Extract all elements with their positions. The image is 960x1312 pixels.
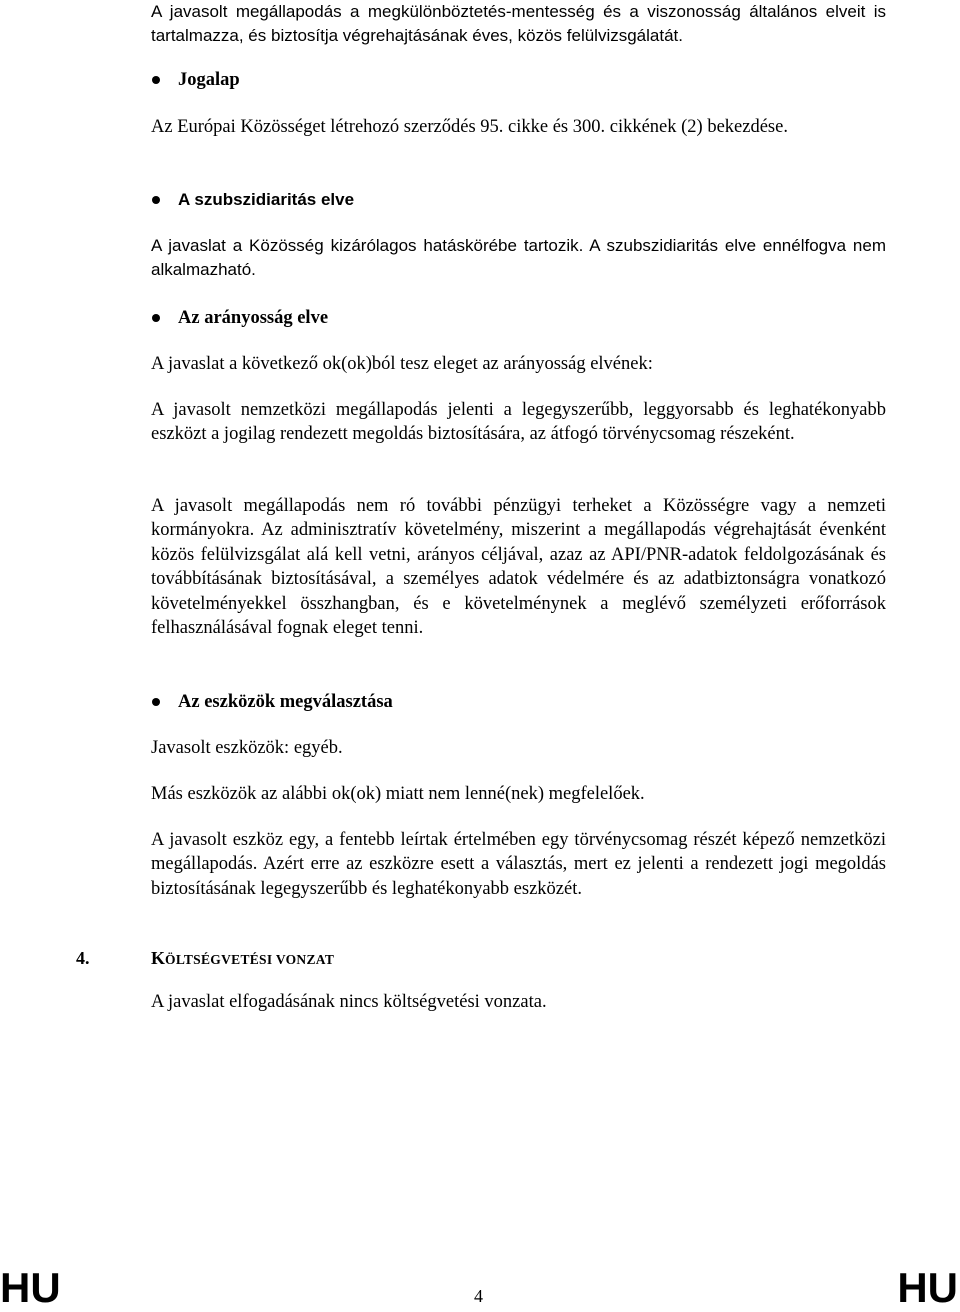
proportionality-paragraph-2: A javasolt nemzetközi megállapodás jelenti a legegyszerűbb, leggyorsabb és leghatékonyabb eszközt a jogilag rendezett megoldás biztosítására, az átfogó törvénycsomag részeként. [151,400,886,445]
intro-paragraph: A javasolt megállapodás a megkülönböztetés-mentesség és a viszonosság általános elveit is tartalmazza, és biztosítja végrehajtásának éves, közös felülvizsgálatát. [151,2,886,46]
instruments-paragraph-3: A javasolt eszköz egy, a fentebb leírtak értelmében egy törvénycsomag részét képező nemzetközi megállapodás. Azért erre az eszközre esett a választás, mert ez jelenti a rendezett jogi megoldás biztosításának legegyszerűbb és leghatékonyabb eszközét. [151,830,886,899]
footer-language-right: HU [897,1264,958,1311]
proportionality-paragraph-1: A javaslat a következő ok(ok)ból tesz eleget az arányosság elvének: [151,354,653,374]
instruments-heading: Az eszközök megválasztása [178,692,393,712]
subsidiarity-text: A javaslat a Közösség kizárólagos hatáskörébe tartozik. A szubszidiaritás elve ennélfogva nem alkalmazható. [151,236,886,280]
section-title [151,946,334,972]
page-number: 4 [474,1286,483,1306]
bullet-icon [152,76,160,84]
section-title-initial: K [151,948,166,968]
subsidiarity-heading: A szubszidiaritás elve [178,190,355,209]
legal-basis-heading: Jogalap [178,70,240,90]
section-number: 4. [76,948,90,968]
section-text: A javaslat elfogadásának nincs költségvetési vonzata. [151,992,547,1012]
footer-language-left: HU [0,1264,61,1311]
legal-basis-text: Az Európai Közösséget létrehozó szerződés 95. cikke és 300. cikkének (2) bekezdése. [151,117,788,137]
proportionality-paragraph-3: A javasolt megállapodás nem ró további pénzügyi terheket a Közösségre vagy a nemzeti kormányokra. Az adminisztratív követelmény, miszerint a megállapodás végrehajtását évenként közös felülvizsgálat alá kell vetni, arányos céljával, azaz az API/PNR-adatok feldolgozásának és továbbításának biztosításával, a személyes adatok védelmére és az adatbiztonságra vonatkozó követelményekkel összhangban, és e követelménynek a meglévő személyzeti erőforrások felhasználásával fognak eleget tenni. [151,496,886,639]
instruments-paragraph-2: Más eszközök az alábbi ok(ok) miatt nem lenné(nek) megfelelőek. [151,784,645,804]
bullet-icon [152,698,160,706]
proportionality-heading: Az arányosság elve [178,308,329,328]
bullet-icon [152,196,160,204]
bullet-icon [152,314,160,322]
section-title-rest: ÖLTSÉGVETÉSI VONZAT [165,952,335,967]
instruments-paragraph-1: Javasolt eszközök: egyéb. [151,738,343,758]
